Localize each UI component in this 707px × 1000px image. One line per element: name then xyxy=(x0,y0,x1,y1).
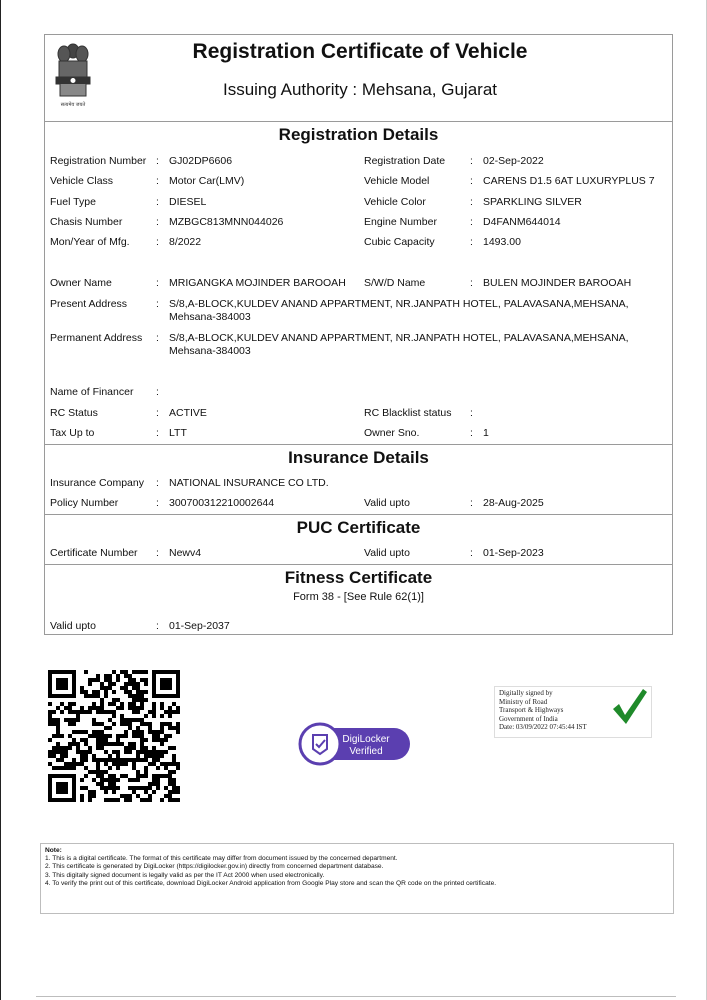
owner-sno-value: 1 xyxy=(483,427,489,439)
colon: : xyxy=(156,386,159,398)
vehicle-class-value: Motor Car(LMV) xyxy=(169,175,245,187)
colon: : xyxy=(156,175,159,187)
footer-divider xyxy=(36,996,676,997)
colon: : xyxy=(156,407,159,419)
policy-number-value: 300700312210002644 xyxy=(169,497,275,509)
note-box xyxy=(40,843,674,914)
qr-modules xyxy=(48,670,180,802)
emblem-caption: सत्यमेव जयते xyxy=(60,102,86,108)
colon: : xyxy=(156,298,159,310)
insurance-company-value: NATIONAL INSURANCE CO LTD. xyxy=(169,477,329,489)
fitness-form-reference: Form 38 - [See Rule 62(1)] xyxy=(293,591,424,603)
mfg-value: 8/2022 xyxy=(169,236,202,248)
section-heading-puc: PUC Certificate xyxy=(296,518,421,537)
reg-number-value: GJ02DP6606 xyxy=(169,155,233,167)
policy-number-label: Policy Number xyxy=(50,497,119,509)
reg-number-label: Registration Number xyxy=(50,155,147,167)
note-line: 4. To verify the print out of this certificate, download DigiLocker Android application from Google Play store and scan the QR code on the printed certificate. xyxy=(45,879,497,887)
fitness-valid-label: Valid upto xyxy=(50,620,96,632)
divider xyxy=(44,121,673,122)
colon: : xyxy=(470,155,473,167)
note-line: 3. This digitally signed document is legally valid as per the IT Act 2000 when used electronically. xyxy=(45,871,325,879)
rc-status-label: RC Status xyxy=(50,407,98,419)
digital-signature-box xyxy=(494,686,652,738)
note-line: 2. This certificate is generated by DigiLocker (https://digilocker.gov.in) directly from concerned department database. xyxy=(45,863,384,871)
permanent-address-label: Permanent Address xyxy=(50,332,143,344)
colon: : xyxy=(156,236,159,248)
tax-label: Tax Up to xyxy=(50,427,95,439)
signature-line: Transport & Highways xyxy=(499,706,564,714)
colon: : xyxy=(470,407,473,419)
owner-label: Owner Name xyxy=(50,277,112,289)
divider xyxy=(44,444,673,445)
present-address-line1: S/8,A-BLOCK,KULDEV ANAND APPARTMENT, NR.JANPATH HOTEL, PALAVASANA,MEHSANA, xyxy=(169,298,629,310)
section-heading-insurance: Insurance Details xyxy=(288,448,429,467)
national-emblem-icon xyxy=(52,40,94,112)
puc-valid-value: 01-Sep-2023 xyxy=(483,547,544,559)
colon: : xyxy=(470,427,473,439)
cc-label: Cubic Capacity xyxy=(364,236,435,248)
colon: : xyxy=(156,427,159,439)
issuing-authority: Issuing Authority : Mehsana, Gujarat xyxy=(222,80,498,99)
signature-line: Government of India xyxy=(499,714,558,723)
mfg-label: Mon/Year of Mfg. xyxy=(50,236,130,248)
checkmark-icon xyxy=(609,687,649,727)
financer-label: Name of Financer xyxy=(50,386,134,398)
badge-line1: DigiLocker xyxy=(342,734,390,745)
owner-sno-label: Owner Sno. xyxy=(364,427,420,439)
swd-label: S/W/D Name xyxy=(364,277,426,289)
vehicle-color-label: Vehicle Color xyxy=(364,196,426,208)
fuel-type-label: Fuel Type xyxy=(50,196,96,208)
badge-circle xyxy=(300,724,340,764)
note-line: 1. This is a digital certificate. The format of this certificate may differ from document issued by the concerned department. xyxy=(45,855,398,863)
vehicle-model-value: CARENS D1.5 6AT LUXURYPLUS 7 xyxy=(483,175,655,187)
colon: : xyxy=(156,155,159,167)
colon: : xyxy=(156,620,159,632)
colon: : xyxy=(470,175,473,187)
puc-valid-label: Valid upto xyxy=(364,547,410,559)
puc-cert-label: Certificate Number xyxy=(50,547,138,559)
colon: : xyxy=(156,332,159,344)
permanent-address-line2: Mehsana-384003 xyxy=(169,345,251,357)
colon: : xyxy=(156,277,159,289)
insurance-valid-value: 28-Aug-2025 xyxy=(483,497,544,509)
signature-date: Date: 03/09/2022 07:45:44 IST xyxy=(499,723,587,731)
colon: : xyxy=(470,277,473,289)
vehicle-model-label: Vehicle Model xyxy=(364,175,430,187)
engine-value: D4FANM644014 xyxy=(483,216,561,228)
note-title: Note: xyxy=(45,847,62,854)
colon: : xyxy=(470,196,473,208)
puc-cert-value: Newv4 xyxy=(169,547,202,559)
swd-value: BULEN MOJINDER BAROOAH xyxy=(483,277,632,289)
vehicle-class-label: Vehicle Class xyxy=(50,175,114,187)
cc-value: 1493.00 xyxy=(483,236,521,248)
divider xyxy=(44,564,673,565)
present-address-label: Present Address xyxy=(50,298,128,310)
section-heading-registration: Registration Details xyxy=(278,125,439,144)
colon: : xyxy=(156,497,159,509)
reg-date-value: 02-Sep-2022 xyxy=(483,155,544,167)
colon: : xyxy=(470,547,473,559)
page-left-edge xyxy=(0,0,1,1000)
owner-value: MRIGANGKA MOJINDER BAROOAH xyxy=(169,277,346,289)
digilocker-verified-badge xyxy=(298,722,412,766)
colon: : xyxy=(156,477,159,489)
fuel-type-value: DIESEL xyxy=(169,196,207,208)
reg-date-label: Registration Date xyxy=(364,155,446,167)
rc-status-value: ACTIVE xyxy=(169,407,207,419)
colon: : xyxy=(470,216,473,228)
colon: : xyxy=(156,196,159,208)
colon: : xyxy=(156,547,159,559)
insurance-company-label: Insurance Company xyxy=(50,477,144,489)
document-title: Registration Certificate of Vehicle xyxy=(192,40,528,63)
badge-line2: Verified xyxy=(349,746,383,757)
chasis-label: Chasis Number xyxy=(50,216,123,228)
engine-label: Engine Number xyxy=(364,216,437,228)
section-heading-fitness: Fitness Certificate xyxy=(284,568,433,587)
divider xyxy=(44,514,673,515)
tax-value: LTT xyxy=(169,427,187,439)
fitness-valid-value: 01-Sep-2037 xyxy=(169,620,230,632)
permanent-address-line1: S/8,A-BLOCK,KULDEV ANAND APPARTMENT, NR.JANPATH HOTEL, PALAVASANA,MEHSANA, xyxy=(169,332,629,344)
colon: : xyxy=(156,216,159,228)
chasis-value: MZBGC813MNN044026 xyxy=(169,216,284,228)
qr-code-icon xyxy=(48,670,180,802)
colon: : xyxy=(470,497,473,509)
signature-line: Digitally signed by xyxy=(499,689,553,697)
present-address-line2: Mehsana-384003 xyxy=(169,311,251,323)
colon: : xyxy=(470,236,473,248)
vehicle-color-value: SPARKLING SILVER xyxy=(483,196,582,208)
rc-blacklist-label: RC Blacklist status xyxy=(364,407,452,419)
insurance-valid-label: Valid upto xyxy=(364,497,410,509)
signature-line: Ministry of Road xyxy=(499,697,548,706)
